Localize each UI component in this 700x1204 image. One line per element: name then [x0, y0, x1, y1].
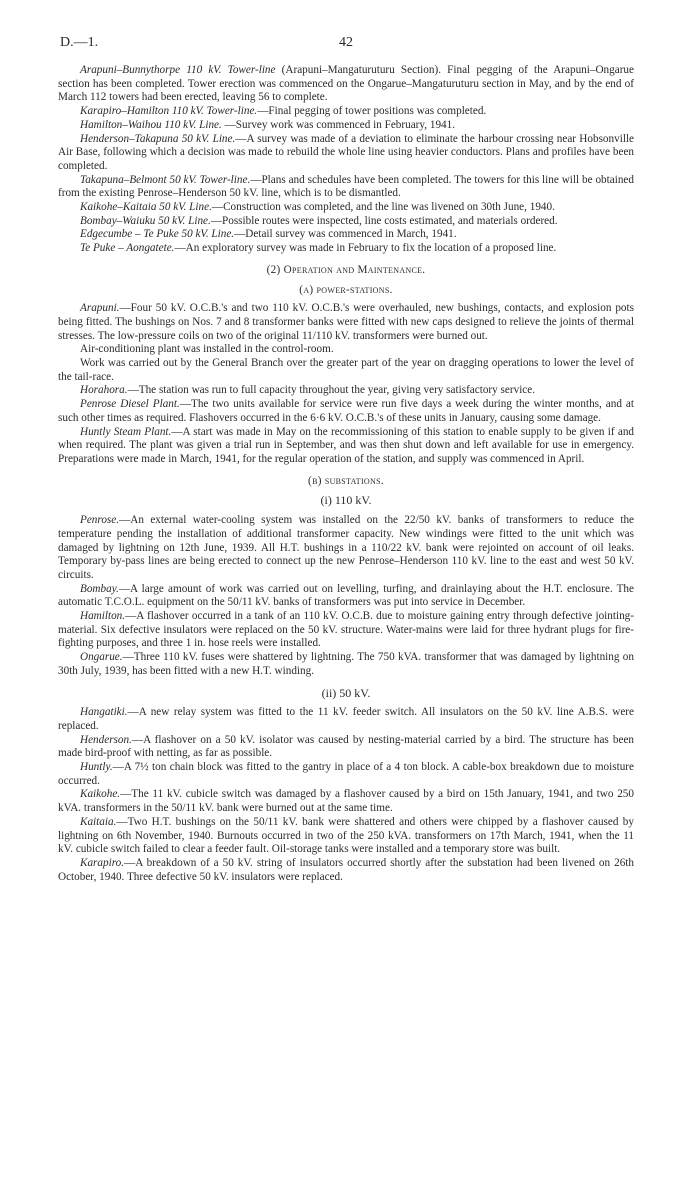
- paragraph: [58, 734, 634, 761]
- paragraph-heading: Karapiro.: [80, 856, 125, 869]
- paragraph-heading: Takapuna–Belmont 50 kV. Tower-line.: [80, 173, 251, 186]
- paragraph-text: —Three 110 kV. fuses were shattered by lightning. The 750 kVA. transformer that was damaged by lightning on 30th July, 1939, has been fitted with a new H.T. winding.: [58, 651, 634, 677]
- page-number: 42: [339, 35, 353, 50]
- paragraph: [58, 651, 634, 678]
- paragraph: [58, 583, 634, 610]
- paragraph: [58, 119, 634, 133]
- paragraph-heading: Penrose Diesel Plant.: [80, 398, 180, 411]
- paragraph-heading: Kaikohe.: [80, 788, 121, 801]
- paragraph-text: —A new relay system was fitted to the 11 kV. feeder switch. All insulators on the 50 kV. line A.B.S. were replaced.: [58, 706, 634, 732]
- paragraph-heading: Bombay–Waiuku 50 kV. Line.: [80, 214, 211, 227]
- section-heading: (2) Operation and Maintenance.: [266, 263, 426, 276]
- paragraph-text: —The station was run to full capacity throughout the year, giving very satisfactory service.: [127, 384, 536, 397]
- paragraph: [58, 343, 634, 357]
- paragraph: [58, 788, 634, 815]
- paragraph: [58, 228, 634, 242]
- paragraph-text: —Plans and schedules have been completed. The towers for this line will be obtained from the existing Penrose–Henderson 50 kV. line, which is to be dismantled.: [58, 173, 634, 200]
- paragraph-heading: Te Puke – Aongatete.: [80, 242, 175, 255]
- paragraph: [58, 215, 634, 229]
- paragraph-heading: Penrose.: [80, 514, 120, 527]
- paragraph-text: —A breakdown of a 50 kV. string of insulators occurred shortly after the substation had been livened on 26th October, 1940. Three defective 50 kV. insulators were replaced.: [58, 856, 634, 883]
- report-code: D.—1.: [60, 35, 99, 50]
- substations-heading: (b) substations.: [308, 474, 384, 487]
- paragraph-text: —Two H.T. bushings on the 50/11 kV. bank were shattered and others were chipped by a flashover caused by lightning on 6th November, 1940. Burnouts occurred in two of the 250 kVA. transformers on 17th March, 1941, when the 11 kV. cubicle switch failed to clear a feeder fault. Oil-storage tanks were installed and a temporary store was built.: [58, 815, 634, 856]
- paragraph-text: —Four 50 kV. O.C.B.'s and two 110 kV. O.C.B.'s were overhauled, new bushings, contacts, and explosion pots being fitted. The bushings on Nos. 7 and 8 transformer banks were fitted with new caps designed to relieve the joints of thermal stresses. The low-pressure coils on two of the original 11/110 kV. transformers were burned out.: [58, 302, 634, 342]
- paragraph-text: (Arapuni–Mangaturuturu Section). Final pegging of the Arapuni–Ongarue section has been completed. Tower erection was commenced on the Ongarue–Mangaturuturu section in May, and by the end of March 112 towers had been erected, leaving 56 to complete.: [58, 64, 634, 104]
- kv50-section: [58, 706, 634, 884]
- paragraph-heading: Huntly.: [80, 761, 113, 774]
- top-section: [58, 64, 634, 256]
- power-stations-section: [58, 302, 634, 466]
- paragraph: [58, 64, 634, 105]
- paragraph: [58, 105, 634, 119]
- paragraph-heading: Bombay.: [80, 582, 119, 595]
- paragraph-heading: Edgecumbe – Te Puke 50 kV. Line.: [80, 228, 235, 241]
- paragraph-heading: Huntly Steam Plant.: [80, 425, 172, 438]
- paragraph: [58, 174, 634, 201]
- paragraph-text: —The two units available for service were run five days a week during the winter months, and at such other times as required. Flashovers occurred in the 6·6 kV. O.C.B.'s of these units in January, causing some damage.: [58, 398, 634, 424]
- power-stations-heading: (a) power-stations.: [299, 283, 393, 296]
- paragraph-text: —An external water-cooling system was installed on the 22/50 kV. banks of transformers to reduce the temperature pending the installation of additional transformer capacity. New windings were fitted to the unit which was damaged by lightning on 12th June, 1939. All H.T. bushings in a 110/22 kV. bank were rejointed on account of oil leaks. Temporary by-pass lines are being erected to connect up the new Penrose–Henderson 110 kV. line to the east and west 50 kV. circuits.: [58, 514, 634, 581]
- paragraph-text: —A flashover on a 50 kV. isolator was caused by nesting-material carried by a bird. The structure has been made bird-proof with netting, as far as possible.: [58, 733, 634, 760]
- paragraph: [58, 302, 634, 343]
- paragraph-text: —Construction was completed, and the line was livened on 30th June, 1940.: [211, 201, 555, 214]
- paragraph-text: —The 11 kV. cubicle switch was damaged by a flashover caused by a bird on 15th January, 1941, and two 250 kVA. transformers in the 50/11 kV. bank were burned out at the same time.: [58, 788, 634, 815]
- paragraph-text: —A survey was made of a deviation to eliminate the harbour crossing near Hobsonville Air Base, following which a decision was made to rebuild the whole line using heavier conductors. Plans and profiles have been completed.: [58, 132, 634, 172]
- paragraph: [58, 610, 634, 651]
- paragraph: [58, 242, 634, 256]
- kv110-section: [58, 514, 634, 678]
- paragraph-heading: Henderson–Takapuna 50 kV. Line.: [80, 132, 236, 145]
- paragraph-heading: Karapiro–Hamilton 110 kV. Tower-line.: [80, 105, 258, 118]
- paragraph-text: —A start was made in May on the recommissioning of this station to enable supply to be given if and when required. The plant was given a trial run in September, and was then shut down and left available for use in emergency. Preparations were made in March, 1941, for the regular operation of the station, and supply was commenced in April.: [58, 425, 635, 465]
- page-header: [58, 36, 634, 64]
- paragraph-text: —Detail survey was commenced in March, 1941.: [234, 228, 457, 241]
- paragraph-text: —An exploratory survey was made in February to fix the location of a proposed line.: [174, 242, 557, 255]
- paragraph-text: —A large amount of work was carried out on levelling, turfing, and drainlaying about the H.T. enclosure. The automatic T.C.O.L. equipment on the 50/11 kV. banks of transformers was put into service in December.: [58, 582, 634, 609]
- paragraph-heading: Hamilton.: [80, 610, 126, 623]
- paragraph: [58, 761, 634, 788]
- paragraph: [58, 384, 634, 398]
- paragraph-heading: Ongarue.: [80, 651, 123, 664]
- paragraph-text: —A 7½ ton chain block was fitted to the gantry in place of a 4 ton block. A cable-box breakdown due to moisture occurred.: [58, 761, 634, 787]
- paragraph-heading: Hangatiki.: [80, 706, 128, 719]
- paragraph-text: Air-conditioning plant was installed in the control-room.: [80, 343, 334, 356]
- paragraph: [58, 857, 634, 884]
- paragraph-text: —A flashover occurred in a tank of an 110 kV. O.C.B. due to moisture gaining entry through defective jointing-material. Six defective insulators were replaced on the 50 kV. structure. Water-mains were laid for three hydrant plugs for fire-fighting purposes, and three 1 in. hose reels were installed.: [58, 610, 634, 650]
- paragraph-heading: Hamilton–Waihou 110 kV. Line.: [80, 118, 222, 131]
- paragraph: [58, 398, 634, 425]
- paragraph: [58, 816, 634, 857]
- paragraph: [58, 514, 634, 583]
- paragraph: [58, 706, 634, 733]
- paragraph: [58, 426, 634, 467]
- paragraph-text: Work was carried out by the General Branch over the greater part of the year on dragging operations to lower the level of the tail-race.: [58, 357, 634, 383]
- paragraph-heading: Kaitaia.: [80, 815, 117, 828]
- paragraph-heading: Arapuni.: [80, 302, 120, 315]
- paragraph-heading: Kaikohe–Kaitaia 50 kV. Line.: [80, 201, 212, 214]
- paragraph: [58, 201, 634, 215]
- kv110-heading: (i) 110 kV.: [320, 493, 372, 508]
- paragraph-heading: Arapuni–Bunnythorpe 110 kV. Tower-line: [80, 64, 276, 76]
- paragraph-text: —Possible routes were inspected, line costs estimated, and materials ordered.: [210, 214, 558, 227]
- paragraph-text: —Survey work was commenced in February, 1941.: [221, 118, 456, 131]
- paragraph-text: —Final pegging of tower positions was completed.: [257, 105, 487, 118]
- paragraph: [58, 357, 634, 384]
- paragraph-heading: Henderson.: [80, 733, 132, 746]
- paragraph: [58, 133, 634, 174]
- kv50-heading: (ii) 50 kV.: [321, 685, 371, 700]
- paragraph-heading: Horahora.: [80, 384, 128, 397]
